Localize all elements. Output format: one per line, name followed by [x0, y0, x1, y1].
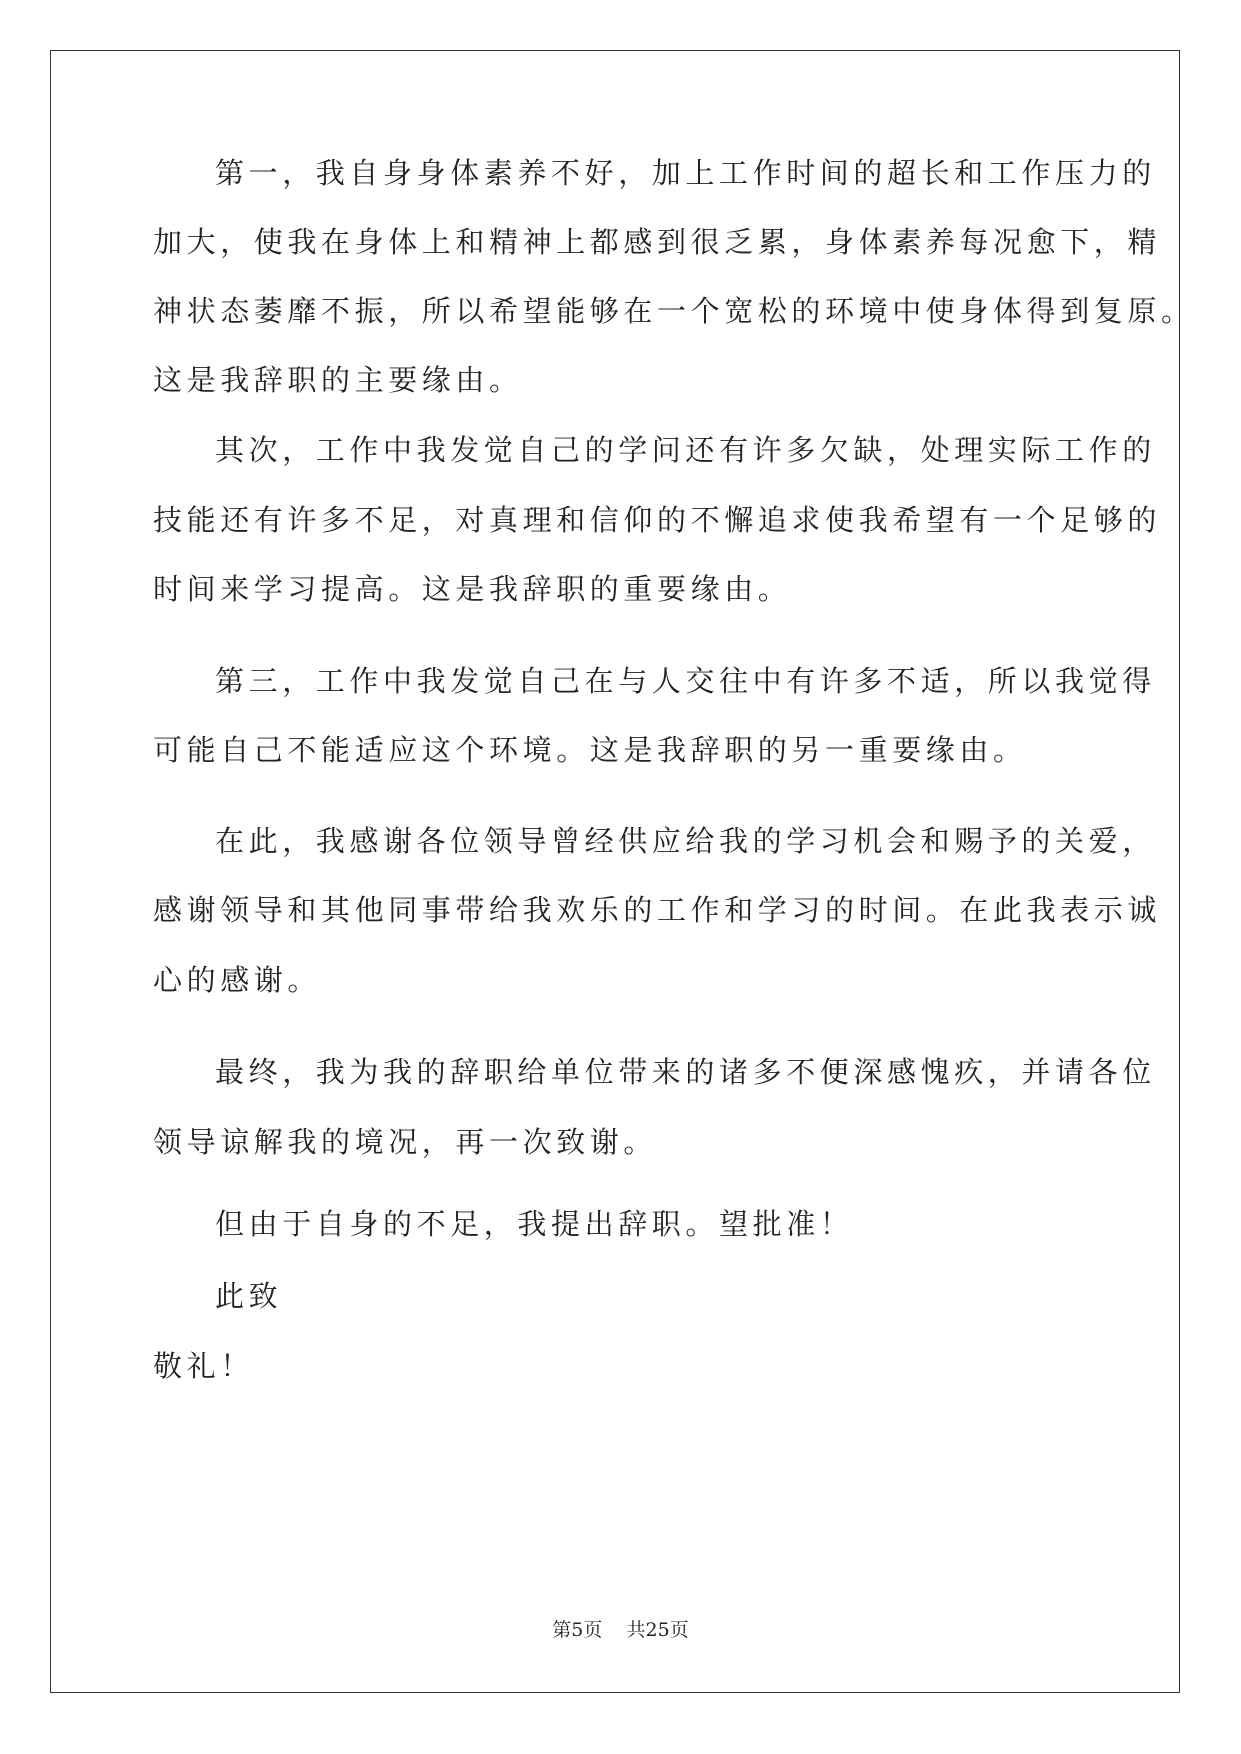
body-line: 神状态萎靡不振，所以希望能够在一个宽松的环境中使身体得到复原。: [153, 294, 1195, 328]
body-line: 但由于自身的不足，我提出辞职。望批准！: [215, 1207, 854, 1241]
page-total: 共25页: [626, 1619, 689, 1641]
body-line: 心的感谢。: [153, 963, 322, 997]
body-line: 这是我辞职的主要缘由。: [153, 363, 523, 397]
body-line: 领导谅解我的境况，再一次致谢。: [153, 1125, 658, 1159]
body-line: 其次，工作中我发觉自己的学问还有许多欠缺，处理实际工作的: [215, 433, 1156, 467]
page-number: 第5页: [552, 1619, 603, 1641]
body-line: 最终，我为我的辞职给单位带来的诸多不便深感愧疚，并请各位: [215, 1055, 1156, 1089]
body-line: 第三，工作中我发觉自己在与人交往中有许多不适，所以我觉得: [215, 664, 1156, 698]
body-line: 时间来学习提高。这是我辞职的重要缘由。: [153, 572, 792, 606]
body-line: 加大，使我在身体上和精神上都感到很乏累，身体素养每况愈下，精: [153, 225, 1162, 259]
body-line: 可能自己不能适应这个环境。这是我辞职的另一重要缘由。: [153, 733, 1027, 767]
body-line: 感谢领导和其他同事带给我欢乐的工作和学习的时间。在此我表示诚: [153, 893, 1162, 927]
closing-regards: 敬礼！: [153, 1349, 254, 1383]
body-line: 技能还有许多不足，对真理和信仰的不懈追求使我希望有一个足够的: [153, 503, 1162, 537]
closing-salutation: 此致: [215, 1279, 283, 1313]
body-line: 在此，我感谢各位领导曾经供应给我的学习机会和赐予的关爱，: [215, 824, 1156, 858]
page-footer: [0, 1618, 1241, 1642]
body-line: 第一，我自身身体素养不好，加上工作时间的超长和工作压力的: [215, 156, 1156, 190]
